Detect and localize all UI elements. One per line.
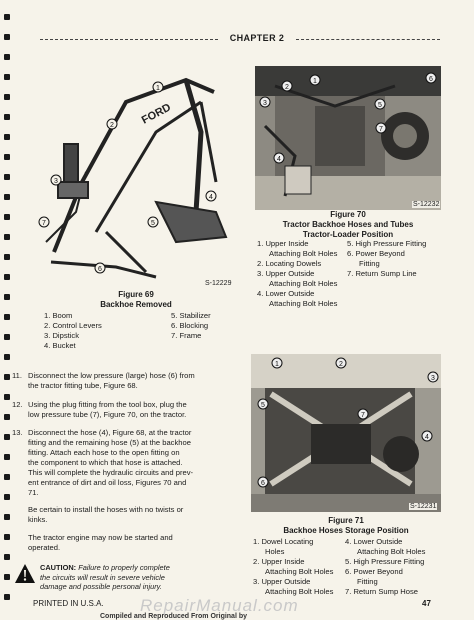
binding-hole [4, 14, 10, 20]
binding-hole [4, 114, 10, 120]
figure-71-title: Backhoe Hoses Storage Position [283, 526, 409, 535]
step-number: 13. [12, 428, 23, 437]
figure-71-callout-1: 1 [275, 361, 279, 368]
binding-hole [4, 354, 10, 360]
note-hoses [12, 505, 238, 527]
binding-hole [4, 554, 10, 560]
figure-70-callout-4: 4 [277, 156, 281, 163]
binding-hole [4, 54, 10, 60]
step-text-line: Disconnect the hose (4), Figure 68, at the tractor [28, 428, 192, 437]
legend-item: 6. Blocking [171, 321, 209, 330]
legend-item: Fitting [357, 577, 378, 586]
legend-item: 2. Upper Inside [253, 557, 305, 566]
step-text-line: fitting. Attach each hose to the open fitting on [28, 448, 180, 457]
caution-text-line: the circuits will result in severe vehicle [40, 572, 165, 582]
note-text-line: operated. [28, 543, 61, 552]
legend-item: Fitting [359, 259, 380, 268]
figure-70-callout-6: 6 [429, 76, 433, 83]
printed-in-usa: PRINTED IN U.S.A. [33, 599, 104, 608]
caution-text-line: Failure to properly complete [78, 563, 170, 572]
figure-71-photo [251, 354, 441, 512]
step-text-line: low pressure tube (7), Figure 70, on the tractor. [28, 410, 187, 419]
legend-item: 5. High Pressure Fitting [347, 239, 427, 248]
binding-hole [4, 514, 10, 520]
figure-69-photo [36, 62, 236, 288]
legend-item: 4. Lower Outside [257, 289, 315, 298]
step-12 [12, 400, 238, 422]
figure-69-callout-2: 2 [110, 122, 114, 129]
step-text-line: Disconnect the low pressure (large) hose (6) from [28, 371, 195, 380]
binding-hole [4, 94, 10, 100]
legend-item: Attaching Bolt Holes [265, 567, 334, 576]
figure-69-title: Backhoe Removed [100, 300, 172, 309]
legend-item: 1. Upper Inside [257, 239, 309, 248]
figure-71-number: Figure 71 [328, 516, 364, 525]
warning-triangle-icon [14, 563, 36, 585]
binding-hole [4, 154, 10, 160]
figure-69-legend [44, 311, 234, 359]
step-text-line: 71. [28, 488, 39, 497]
step-13 [12, 428, 238, 500]
legend-item: 4. Lower Outside [345, 537, 403, 546]
legend-item: 1. Dowel Locating [253, 537, 314, 546]
figure-70-callout-5: 5 [378, 102, 382, 109]
figure-71-legend [253, 537, 441, 597]
figure-69-callout-3: 3 [54, 178, 58, 185]
step-text-line: fitting and the remaining hose (5) at the backhoe [28, 438, 191, 447]
legend-item: 2. Control Levers [44, 321, 102, 330]
legend-item: 5. High Pressure Fitting [345, 557, 425, 566]
legend-item: Attaching Bolt Holes [269, 249, 338, 258]
figure-69-number: Figure 69 [118, 290, 154, 299]
legend-item: 3. Upper Outside [253, 577, 311, 586]
figure-70-callout-2: 2 [285, 84, 289, 91]
binding-hole [4, 434, 10, 440]
legend-item: 4. Bucket [44, 341, 76, 350]
legend-item: 3. Upper Outside [257, 269, 315, 278]
binding-edge [0, 0, 12, 620]
header-rule-right [296, 39, 440, 40]
note-engine [12, 533, 238, 555]
legend-item: 6. Power Beyond [345, 567, 403, 576]
figure-71-caption [251, 516, 441, 536]
step-text-line: the tractor fitting tube, Figure 68. [28, 381, 138, 390]
figure-69-callout-1: 1 [156, 85, 160, 92]
figure-71-callout-3: 3 [431, 375, 435, 382]
figure-71-callout-7: 7 [361, 412, 365, 419]
figure-69-caption [36, 290, 236, 310]
legend-item: 3. Dipstick [44, 331, 80, 340]
legend-item: 1. Boom [44, 311, 73, 320]
figure-69-callout-6: 6 [98, 266, 102, 273]
figure-71-callout-6: 6 [261, 480, 265, 487]
figure-71-callout-4: 4 [425, 434, 429, 441]
binding-hole [4, 594, 10, 600]
step-number: 12. [12, 400, 23, 409]
figure-70-subtitle: Tractor-Loader Position [302, 230, 394, 239]
legend-item: Attaching Bolt Holes [265, 587, 334, 596]
chapter-title: CHAPTER 2 [229, 33, 285, 43]
caution-label: CAUTION: [40, 563, 77, 572]
step-11 [12, 371, 238, 393]
binding-hole [4, 374, 10, 380]
figure-70-photo [255, 66, 441, 210]
figure-70-photo-id: S-12232 [413, 201, 440, 208]
figure-69-photo-id: S-12229 [205, 280, 232, 287]
binding-hole [4, 134, 10, 140]
legend-item: 7. Frame [171, 331, 202, 340]
step-text-line: This will complete the hydraulic circuits and prev- [28, 468, 194, 477]
binding-hole [4, 254, 10, 260]
legend-item: Attaching Bolt Holes [269, 279, 338, 288]
binding-hole [4, 394, 10, 400]
figure-69-callout-5: 5 [151, 220, 155, 227]
caution-text-line: damage and possible personal injury. [40, 582, 162, 592]
binding-hole [4, 334, 10, 340]
legend-item: Attaching Bolt Holes [357, 547, 426, 556]
caution-note [40, 563, 238, 592]
note-text-line: kinks. [28, 515, 48, 524]
legend-item: 7. Return Sump Hose [345, 587, 419, 596]
binding-hole [4, 174, 10, 180]
header-rule-left [40, 39, 218, 40]
figure-71-callout-2: 2 [339, 361, 343, 368]
figure-70-caption [255, 210, 441, 240]
figure-71-photo-id: S-12231 [410, 503, 437, 510]
binding-hole [4, 414, 10, 420]
figure-70-legend [257, 239, 441, 309]
binding-hole [4, 34, 10, 40]
binding-hole [4, 274, 10, 280]
figure-70-callout-1: 1 [313, 78, 317, 85]
legend-item: 6. Power Beyond [347, 249, 405, 258]
legend-item: Attaching Bolt Holes [269, 299, 338, 308]
figure-71-callout-5: 5 [261, 402, 265, 409]
binding-hole [4, 494, 10, 500]
binding-hole [4, 474, 10, 480]
binding-hole [4, 214, 10, 220]
legend-item: 5. Stabilizer [171, 311, 211, 320]
figure-70-number: Figure 70 [330, 210, 366, 219]
binding-hole [4, 314, 10, 320]
figure-70-callout-3: 3 [263, 100, 267, 107]
step-number: 11. [12, 371, 22, 380]
binding-hole [4, 194, 10, 200]
legend-item: Holes [265, 547, 285, 556]
figure-70-callout-7: 7 [379, 126, 383, 133]
binding-hole [4, 574, 10, 580]
binding-hole [4, 234, 10, 240]
figure-69-callout-7: 7 [42, 220, 46, 227]
figure-70-title: Tractor Backhoe Hoses and Tubes [282, 220, 414, 229]
step-text-line: the component to which that hose is attached. [28, 458, 183, 467]
binding-hole [4, 74, 10, 80]
step-text-line: ent entrance of dirt and oil loss, Figures 70 and [28, 478, 187, 487]
note-text-line: Be certain to install the hoses with no twists or [28, 505, 184, 514]
note-text-line: The tractor engine may now be started and [28, 533, 173, 542]
page-number: 47 [422, 599, 431, 608]
legend-item: 7. Return Sump Line [347, 269, 417, 278]
footer-credit: Compiled and Reproduced From Original by [100, 613, 248, 620]
binding-hole [4, 534, 10, 540]
step-text-line: Using the plug fitting from the tool box, plug the [28, 400, 187, 409]
legend-item: 2. Locating Dowels [257, 259, 322, 268]
figure-69-brand-mark: FORD [139, 101, 173, 127]
watermark: RepairManual.com [140, 596, 299, 615]
figure-69-callout-4: 4 [209, 194, 213, 201]
binding-hole [4, 294, 10, 300]
binding-hole [4, 454, 10, 460]
